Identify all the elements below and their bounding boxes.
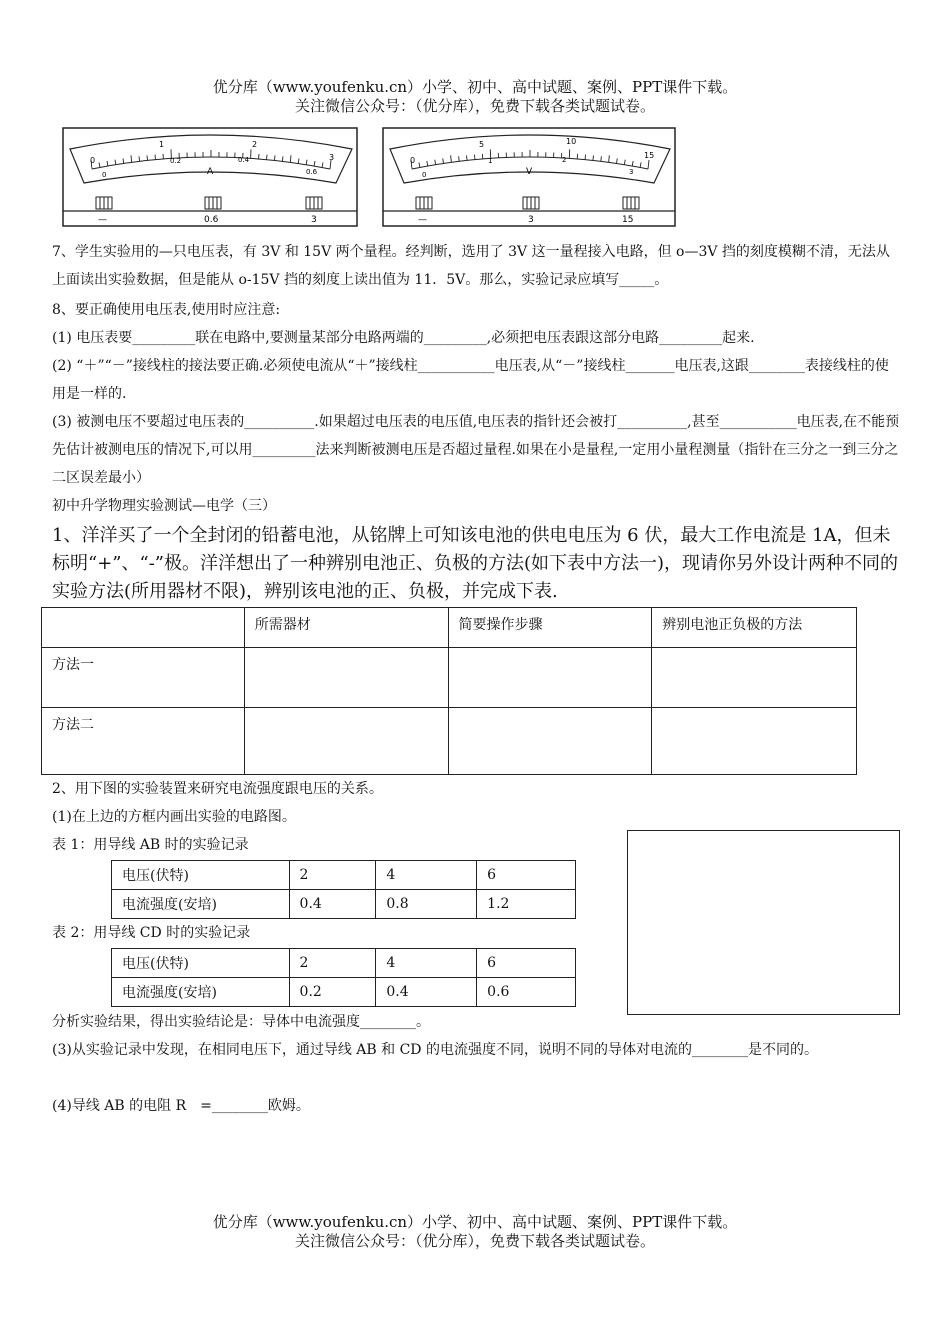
scale-tick bbox=[593, 155, 594, 160]
scale-tick bbox=[274, 155, 275, 160]
ammeter-bottom-3: 0.6 bbox=[306, 168, 318, 176]
answer-cell[interactable] bbox=[652, 708, 857, 775]
method-table bbox=[41, 607, 857, 775]
voltmeter-bottom-3: 3 bbox=[629, 168, 634, 176]
circuit-drawing-box[interactable] bbox=[627, 830, 900, 1015]
data-table-2 bbox=[111, 948, 576, 1007]
voltmeter-bottom-0: 0 bbox=[422, 171, 427, 179]
answer-cell[interactable] bbox=[244, 648, 448, 708]
voltmeter-bottom-1: 1 bbox=[488, 157, 493, 165]
method-label: 方法二 bbox=[42, 708, 245, 775]
scale-tick bbox=[467, 155, 468, 160]
voltmeter-top-10: 10 bbox=[566, 137, 577, 146]
table-2-caption: 表 2：用导线 CD 时的实验记录 bbox=[52, 925, 251, 941]
voltmeter-top-15: 15 bbox=[644, 151, 655, 160]
table-cell: 4 bbox=[376, 861, 477, 890]
table-cell: 电流强度(安培) bbox=[112, 978, 290, 1007]
table-row bbox=[112, 861, 576, 890]
table-cell: 0.2 bbox=[289, 978, 376, 1007]
table-cell: 电流强度(安培) bbox=[112, 890, 290, 919]
question-8-item-2: (2) “＋”“－”接线柱的接法要正确.必须使电流从“＋”接线柱___________电压表,从“－”接线柱_______电压表,这跟________表接线柱的使用是一样的. bbox=[52, 358, 889, 402]
question-8-item-1: (1) 电压表要_________联在电路中,要测量某部分电路两端的_________,必须把电压表跟这部分电路_________起来. bbox=[52, 330, 755, 346]
table-row bbox=[112, 949, 576, 978]
ammeter-bottom-2: 0.4 bbox=[238, 156, 250, 164]
ammeter-terminal-06: 0.6 bbox=[204, 215, 219, 225]
ammeter-top-2: 2 bbox=[252, 140, 258, 149]
answer-cell[interactable] bbox=[448, 708, 652, 775]
ammeter-bottom-0: 0 bbox=[102, 171, 107, 179]
table-cell: 电压(伏特) bbox=[112, 949, 290, 978]
ammeter-top-1: 1 bbox=[159, 140, 165, 149]
footer-line-1: 优分库（www.youfenku.cn）小学、初中、高中试题、案例、PPT课件下载。 bbox=[212, 1213, 738, 1231]
ammeter-bottom-1: 0.2 bbox=[170, 157, 182, 165]
battery-question: 1、洋洋买了一个全封闭的铅蓄电池，从铭牌上可知该电池的供电电压为 6 伏，最大工作电流是 1A，但未标明“+”、“-”极。洋洋想出了一种辨别电池正、负极的方法(如下表中方法一)，现请你另外设计两种不同的实验方法(所用器材不限)，辨别该电池的正、负极，并完成下表. bbox=[52, 525, 899, 602]
method-label: 方法一 bbox=[42, 648, 245, 708]
header-line-1: 优分库（www.youfenku.cn）小学、初中、高中试题、案例、PPT课件下载。 bbox=[212, 78, 738, 96]
question-2-part-4: (4)导线 AB 的电阻 R =________欧姆。 bbox=[52, 1098, 310, 1114]
question-2-part-1: (1)在上边的方框内画出实验的电路图。 bbox=[52, 809, 296, 825]
scale-tick bbox=[601, 156, 602, 161]
table-cell: 电压(伏特) bbox=[112, 861, 290, 890]
table-cell: 0.4 bbox=[289, 890, 376, 919]
question-8-item-3: (3) 被测电压不要超过电压表的__________.如果超过电压表的电压值,电压表的指针还会被打__________,甚至___________电压表,在不能预先估计被测电压的情况下,可以用_________法来判断被测电压是否超过量程.如果在小是量程,一定用小量程测量（指针在三分之一到三分之二区误差最小） bbox=[52, 414, 900, 486]
answer-cell[interactable] bbox=[244, 708, 448, 775]
scale-tick bbox=[139, 156, 140, 161]
table-row bbox=[112, 890, 576, 919]
data-table-1 bbox=[111, 860, 576, 919]
ammeter-figure bbox=[62, 127, 358, 227]
footer-line-2: 关注微信公众号：（优分库），免费下载各类试题试卷。 bbox=[294, 1232, 655, 1250]
ammeter-terminal-3: 3 bbox=[311, 215, 317, 225]
method-table-header-cell: 所需器材 bbox=[244, 608, 448, 648]
ammeter-top-0: 0 bbox=[90, 156, 96, 165]
question-7: 7、学生实验用的—只电压表，有 3V 和 15V 两个量程。经判断，选用了 3V 这一量程接入电路，但 o—3V 挡的刻度模糊不清，无法从上面读出实验数据，但是能从 o-15V 挡的刻度上读出值为 11．5V。那么，实验记录应填写_____。 bbox=[52, 244, 890, 288]
voltmeter-terminal-neg: — bbox=[418, 215, 427, 225]
voltmeter-top-5: 5 bbox=[479, 140, 485, 149]
voltmeter-unit: V bbox=[526, 167, 533, 177]
table-row bbox=[42, 708, 857, 775]
table-cell: 6 bbox=[477, 861, 576, 890]
table-row bbox=[112, 978, 576, 1007]
voltmeter-top-0: 0 bbox=[410, 156, 416, 165]
table-cell: 6 bbox=[477, 949, 576, 978]
header-line-2: 关注微信公众号：（优分库），免费下载各类试题试卷。 bbox=[294, 97, 655, 115]
table-cell: 4 bbox=[376, 949, 477, 978]
ammeter-top-3: 3 bbox=[329, 153, 335, 162]
table-cell: 0.6 bbox=[477, 978, 576, 1007]
answer-cell[interactable] bbox=[448, 648, 652, 708]
method-table-header-cell bbox=[42, 608, 245, 648]
question-2-title: 2、用下图的实验装置来研究电流强度跟电压的关系。 bbox=[52, 781, 383, 797]
method-table-header-cell: 简要操作步骤 bbox=[448, 608, 652, 648]
ammeter-terminal-neg: — bbox=[98, 215, 107, 225]
scale-tick bbox=[147, 155, 148, 160]
analysis-text: 分析实验结果，得出实验结论是：导体中电流强度________。 bbox=[52, 1014, 430, 1030]
question-2-part-3: (3)从实验记录中发现，在相同电压下，通过导线 AB 和 CD 的电流强度不同，说明不同的导体对电流的________是不同的。 bbox=[52, 1042, 818, 1058]
voltmeter-terminal-3: 3 bbox=[528, 215, 534, 225]
table-cell: 2 bbox=[289, 949, 376, 978]
question-8-title: 8、要正确使用电压表,使用时应注意: bbox=[52, 302, 281, 318]
table-row bbox=[42, 648, 857, 708]
voltmeter-figure bbox=[382, 127, 676, 227]
table-cell: 0.8 bbox=[376, 890, 477, 919]
table-1-caption: 表 1：用导线 AB 时的实验记录 bbox=[52, 837, 249, 853]
scale-tick bbox=[282, 156, 283, 161]
table-cell: 1.2 bbox=[477, 890, 576, 919]
voltmeter-terminal-15: 15 bbox=[622, 215, 634, 225]
ammeter-unit: A bbox=[207, 167, 214, 177]
method-table-header-cell: 辨别电池正负极的方法 bbox=[652, 608, 857, 648]
voltmeter-bottom-2: 2 bbox=[562, 156, 567, 164]
section-title: 初中升学物理实验测试—电学（三） bbox=[52, 498, 276, 514]
scale-tick bbox=[459, 156, 460, 161]
answer-cell[interactable] bbox=[652, 648, 857, 708]
method-table-header bbox=[42, 608, 857, 648]
table-cell: 0.4 bbox=[376, 978, 477, 1007]
table-cell: 2 bbox=[289, 861, 376, 890]
